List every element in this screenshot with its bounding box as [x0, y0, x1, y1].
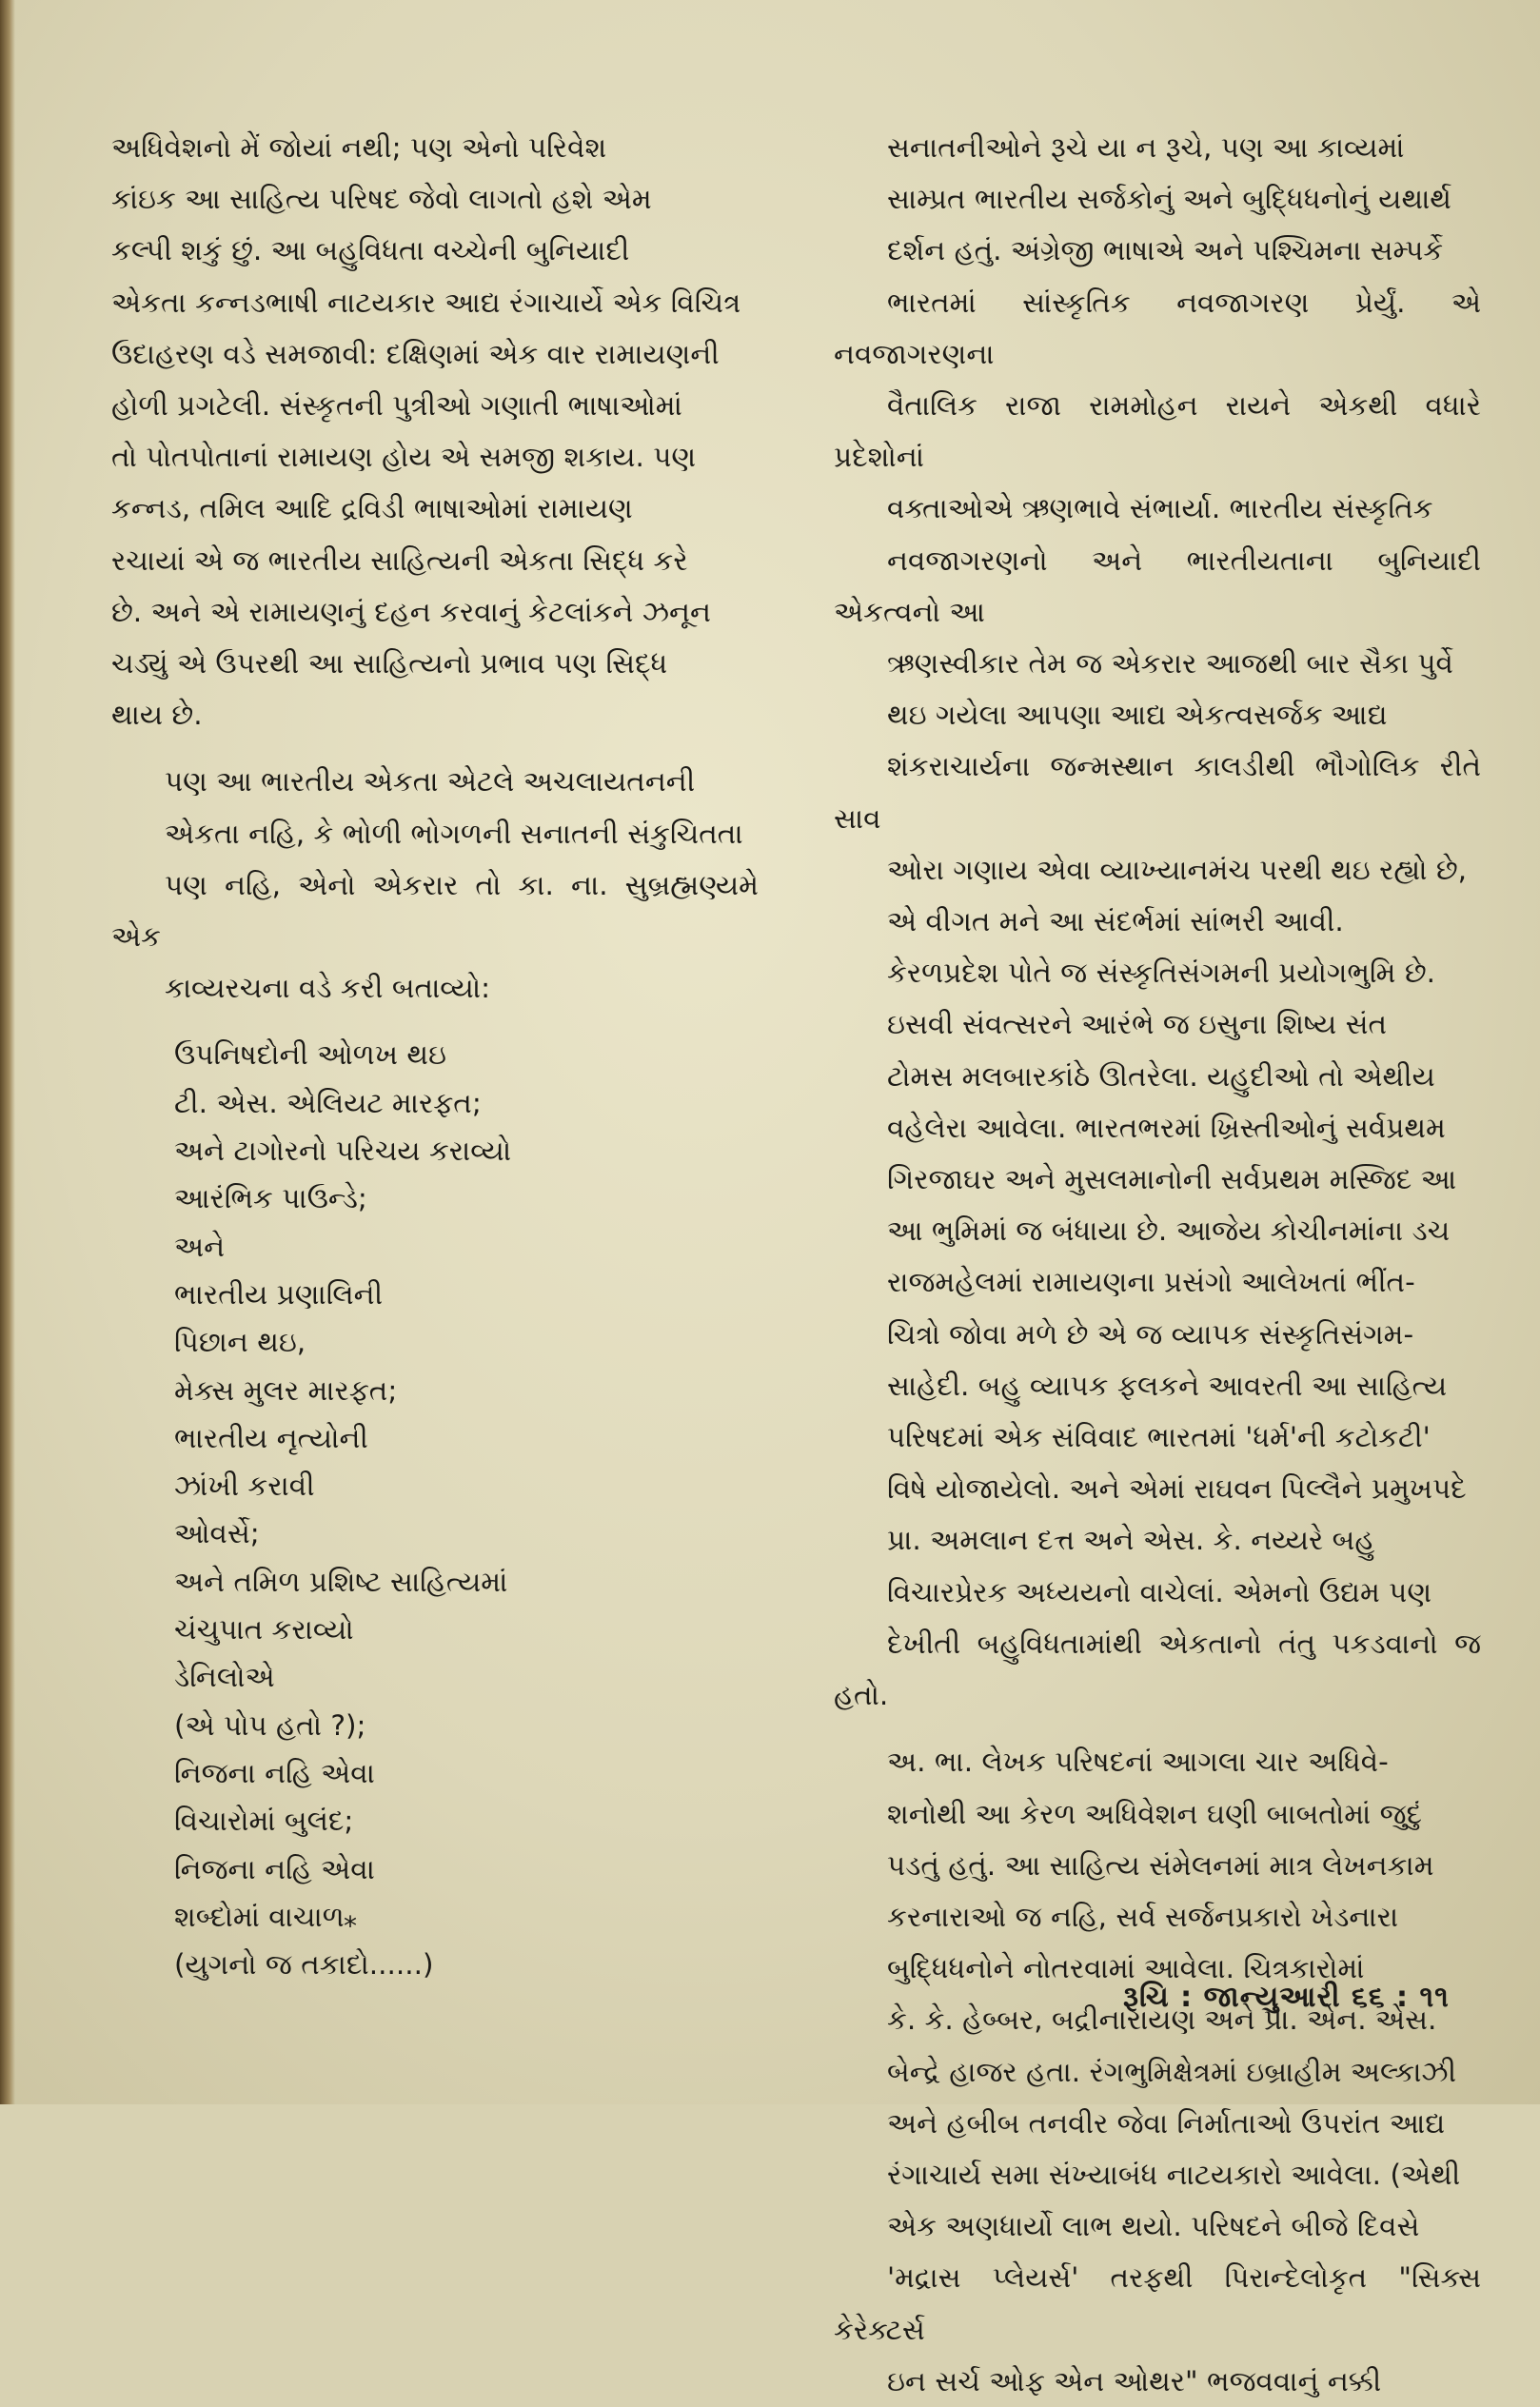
text-line: રંગાચાર્ય સમા સંખ્યાબંધ નાટયકારો આવેલા. (એથી: [887, 2158, 1461, 2191]
text-line: આરંભિક પાઉન્ડે;: [174, 1182, 367, 1215]
text-line: (એ પોપ હતો ?);: [174, 1708, 366, 1742]
text-line: ઉપનિષદોની ઓળખ થઇ: [174, 1038, 446, 1072]
text-line: કાવ્યરચના વડે કરી બતાવ્યો:: [165, 972, 491, 1005]
text-line: 'મદ્રાસ પ્લેયર્સ' તરફથી પિરાન્દેલોકૃત "સિક્સ કેરેક્ટર્સ: [834, 2261, 1481, 2346]
text-line: કલ્પી શકું છું. આ બહુવિધતા વચ્ચેની બુનિયાદી: [111, 234, 630, 267]
text-line: ગિરજાઘર અને મુસલમાનોની સર્વપ્રથમ મસ્જિદ આ: [887, 1163, 1457, 1196]
text-line: પણ આ ભારતીય એકતા એટલે અચલાયતનની: [165, 765, 696, 799]
text-line: દર્શન હતું. અંગ્રેજી ભાષાએ અને પશ્ચિમના સમ્પર્કે: [887, 234, 1444, 267]
text-line: પિછાન થઇ,: [174, 1326, 306, 1359]
text-line: વિષે યોજાયેલો. અને એમાં રાઘવન પિલ્લૈને પ્રમુખપદે: [887, 1472, 1467, 1506]
text-line: અધિવેશનો મેં જોયાં નથી; પણ એનો પરિવેશ: [111, 131, 607, 164]
text-line: વિચારોમાં બુલંદ;: [174, 1805, 354, 1838]
text-line: વૈતાલિક રાજા રામમોહન રાયને એકથી વધારે પ્રદેશોનાં: [834, 389, 1481, 474]
text-line: બુદ્ધિધનોને નોતરવામાં આવેલા. ચિત્રકારોમાં: [887, 1952, 1365, 1985]
text-line: ભારતમાં સાંસ્કૃતિક નવજાગરણ પ્રેર્યું. એ નવજાગરણના: [834, 286, 1481, 370]
right-column: [834, 122, 1481, 2407]
right-paragraph-1: [834, 122, 1481, 1721]
text-line: પરિષદમાં એક સંવિવાદ ભારતમાં 'ધર્મ'ની કટોકટી': [887, 1421, 1431, 1454]
poem: [174, 1031, 759, 1988]
text-line: કે. કે. હેબ્બર, બદ્રીનારાયણ અને પ્રા. એન. એસ.: [887, 2003, 1437, 2037]
text-line: મેક્સ મુલર મારફત;: [174, 1373, 398, 1407]
text-line: તો પોતપોતાનાં રામાયણ હોય એ સમજી શકાય. પણ: [111, 441, 697, 474]
text-line: વક્તાઓએ ઋણભાવે સંભાર્યા. ભારતીય સંસ્કૃતિક: [887, 492, 1433, 525]
text-line: એક અણધાર્યો લાભ થયો. પરિષદને બીજે દિવસે: [887, 2210, 1420, 2243]
text-line: એકતા નહિ, કે ભોળી ભોગળની સનાતની સંકુચિતતા: [165, 817, 743, 850]
text-line: કન્નડ, તમિલ આદિ દ્રવિડી ભાષાઓમાં રામાયણ: [111, 492, 633, 525]
page-footer: રૂચિ : જાન્યુઆરી ૬૬ : ૧૧: [1123, 1981, 1450, 2014]
text-line: રાજમહેલમાં રામાયણના પ્રસંગો આલેખતાં ભીંત-: [887, 1266, 1415, 1299]
text-line: ઓવર્સે;: [174, 1517, 260, 1550]
text-line: અને તમિળ પ્રશિષ્ટ સાહિત્યમાં: [174, 1565, 508, 1598]
text-line: શબ્દોમાં વાચાળ: [174, 1900, 345, 1933]
text-line: સનાતનીઓને રૂચે યા ન રૂચે, પણ આ કાવ્યમાં: [887, 131, 1405, 164]
text-line: દેખીતી બહુવિધતામાંથી એકતાનો તંતુ પકડવાનો જ હતો.: [834, 1627, 1481, 1712]
text-line: ચિત્રો જોવા મળે છે એ જ વ્યાપક સંસ્કૃતિસંગમ-: [887, 1317, 1414, 1351]
text-line: થાય છે.: [111, 699, 203, 732]
text-line: કરનારાઓ જ નહિ, સર્વ સર્જનપ્રકારો ખેડનારા: [887, 1900, 1399, 1933]
text-line: વિચારપ્રેરક અધ્યયનો વાચેલાં. એમનો ઉદ્યમ પણ: [887, 1575, 1432, 1608]
text-line: (યુગનો જ તકાદો......): [174, 1948, 434, 1982]
text-line: બેન્દ્રે હાજર હતા. રંગભુમિક્ષેત્રમાં ઇબ્રાહીમ અલ્કાઝી: [887, 2055, 1457, 2088]
text-line: વહેલેરા આવેલા. ભારતભરમાં ખ્રિસ્તીઓનું સર્વપ્રથમ: [887, 1111, 1446, 1144]
text-line: હોળી પ્રગટેલી. સંસ્કૃતની પુત્રીઓ ગણાતી ભાષાઓમાં: [111, 389, 682, 423]
text-line: ડેનિલોએ: [174, 1661, 275, 1694]
text-line: ટી. એસ. એલિયટ મારફત;: [174, 1086, 482, 1119]
text-line: થઇ ગયેલા આપણા આદ્ય એકત્વસર્જક આદ્ય: [887, 699, 1388, 732]
text-line: છે. અને એ રામાયણનું દહન કરવાનું કેટલાંકને ઝનૂન: [111, 595, 711, 628]
text-line: પણ નહિ, એનો એકરાર તો કા. ના. સુબ્રહ્મણ્યમે એક: [111, 868, 759, 954]
text-line: ટોમસ મલબારકાંઠે ઊતરેલા. યહુદીઓ તો એથીય: [887, 1059, 1435, 1093]
text-line: ચંચુપાત કરાવ્યો: [174, 1613, 354, 1647]
text-line: કેરળપ્રદેશ પોતે જ સંસ્કૃતિસંગમની પ્રયોગભુમિ છે.: [887, 957, 1436, 990]
text-line: નવજાગરણનો અને ભારતીયતાના બુનિયાદી એકત્વનો આ: [834, 543, 1481, 628]
text-line: ભારતીય નૃત્યોની: [174, 1421, 368, 1454]
text-line: સામ્પ્રત ભારતીય સર્જકોનું અને બુદ્ધિધનોનું યથાર્થ: [887, 183, 1451, 216]
left-paragraph-1: [111, 122, 759, 740]
text-line: નિજના નહિ એવા: [174, 1852, 375, 1885]
left-paragraph-2: [111, 756, 759, 1014]
text-line: સાહેદી. બહુ વ્યાપક ફલકને આવરતી આ સાહિત્ય: [887, 1369, 1448, 1402]
text-line: એકતા કન્નડભાષી નાટયકાર આદ્ય રંગાચાર્યે એક વિચિત્ર: [111, 286, 741, 319]
text-line: અને હબીબ તનવીર જેવા નિર્માતાઓ ઉપરાંત આદ્ય: [887, 2106, 1446, 2140]
text-line: શનોથી આ કેરળ અધિવેશન ઘણી બાબતોમાં જુદું: [887, 1797, 1423, 1830]
text-line: ભારતીય પ્રણાલિની: [174, 1277, 384, 1311]
text-line: ઝાંખી કરાવી: [174, 1470, 315, 1503]
text-line: ચડ્યું એ ઉપરથી આ સાહિત્યનો પ્રભાવ પણ સિદ્ધ: [111, 647, 668, 681]
text-line: ઓરા ગણાય એવા વ્યાખ્યાનમંચ પરથી થઇ રહ્યો છે,: [887, 853, 1468, 886]
text-line: ઉદાહરણ વડે સમજાવી: દક્ષિણમાં એક વાર રામાયણની: [111, 337, 720, 370]
text-line: પડતું હતું. આ સાહિત્ય સંમેલનમાં માત્ર લેખનકામ: [887, 1848, 1434, 1882]
text-line: અ. ભા. લેખક પરિષદનાં આગલા ચાર અધિવે-: [887, 1746, 1389, 1779]
text-line: નિજના નહિ એવા: [174, 1756, 375, 1789]
right-paragraph-2: [834, 1736, 1481, 2407]
page-binding-edge: [0, 0, 15, 2104]
text-line: ઋણસ્વીકાર તેમ જ એકરાર આજથી બાર સૈકા પુર્વે: [887, 647, 1453, 681]
text-line: ઇસવી સંવત્સરને આરંભે જ ઇસુના શિષ્ય સંત: [887, 1008, 1388, 1041]
text-line: એ વીગત મને આ સંદર્ભમાં સાંભરી આવી.: [887, 905, 1344, 938]
text-line: અને ટાગોરનો પરિચય કરાવ્યો: [174, 1134, 512, 1168]
text-line: અને: [174, 1230, 226, 1263]
end-mark: *: [344, 1910, 357, 1942]
text-line: પ્રા. અમલાન દત્ત અને એસ. કે. નય્યરે બહુ: [887, 1524, 1375, 1557]
text-line: શંકરાચાર્યના જન્મસ્થાન કાલડીથી ભૌગોલિક રીતે સાવ: [834, 750, 1481, 835]
text-line: કાંઇક આ સાહિત્ય પરિષદ જેવો લાગતો હશે એમ: [111, 183, 652, 216]
text-line: રચાયાં એ જ ભારતીય સાહિત્યની એકતા સિદ્ધ કરે: [111, 543, 688, 577]
text-line: આ ભુમિમાં જ બંધાયા છે. આજેય કોચીનમાંના ડચ: [887, 1214, 1451, 1248]
left-column: [111, 122, 759, 1988]
text-line: ઇન સર્ચ ઓફ એન ઓથર" ભજવવાનું નક્કી: [887, 2364, 1382, 2397]
